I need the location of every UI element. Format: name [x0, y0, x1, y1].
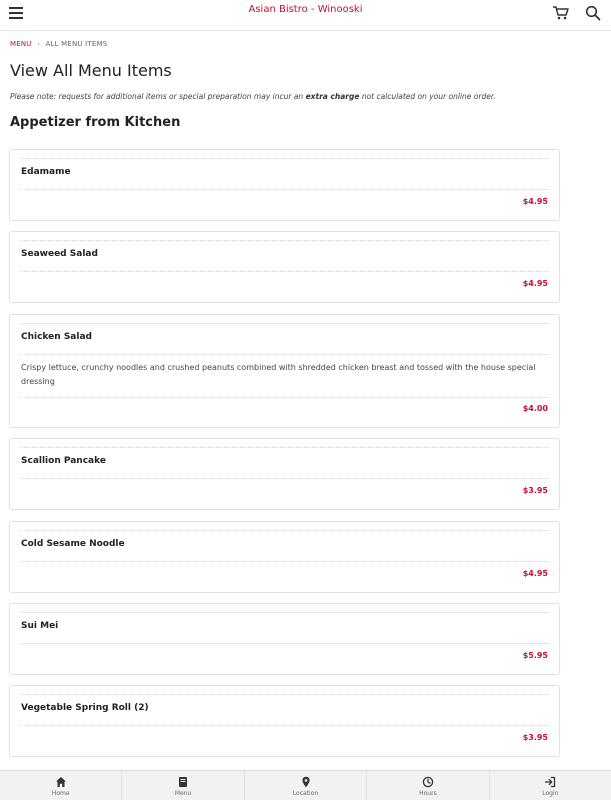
- menu-item-name: Chicken Salad: [21, 332, 92, 342]
- breadcrumb-current: ALL MENU ITEMS: [45, 40, 108, 48]
- menu-item-price: $5.95: [522, 651, 548, 660]
- menu-item-card[interactable]: [9, 521, 560, 593]
- search-button[interactable]: [585, 5, 601, 21]
- menu-item-card[interactable]: [9, 231, 560, 303]
- nav-home-label: Home: [51, 790, 70, 797]
- menu-item-price: $4.95: [522, 197, 548, 206]
- menu-item-name: Seaweed Salad: [21, 249, 98, 259]
- menu-item-name: Vegetable Spring Roll (2): [21, 703, 149, 713]
- menu-item-price: $3.95: [522, 733, 548, 742]
- location-pin-icon: [300, 776, 312, 788]
- page-title: View All Menu Items: [10, 61, 172, 80]
- section-title: Appetizer from Kitchen: [10, 115, 181, 130]
- breadcrumb-menu-link[interactable]: MENU: [10, 40, 32, 48]
- menu-item-name: Edamame: [21, 167, 71, 177]
- menu-item-price: $4.95: [522, 279, 548, 288]
- menu-item-card[interactable]: [9, 685, 560, 757]
- menu-book-icon: [177, 776, 189, 788]
- nav-login[interactable]: [490, 771, 611, 800]
- menu-item-price: $4.95: [522, 569, 548, 578]
- menu-item-name: Scallion Pancake: [21, 456, 106, 466]
- nav-menu[interactable]: [122, 771, 244, 800]
- search-icon: [585, 5, 601, 21]
- bottom-navigation: [0, 770, 611, 800]
- nav-login-label: Login: [542, 790, 559, 797]
- nav-hours-label: Hours: [419, 790, 437, 797]
- cart-icon: [552, 5, 570, 21]
- menu-item-card[interactable]: [9, 314, 560, 428]
- menu-item-name: Sui Mei: [21, 621, 59, 631]
- nav-home[interactable]: [0, 771, 122, 800]
- top-bar: [0, 0, 611, 31]
- nav-location[interactable]: [245, 771, 367, 800]
- menu-item-card[interactable]: [9, 438, 560, 510]
- cart-button[interactable]: [552, 5, 570, 21]
- menu-item-card[interactable]: [9, 603, 560, 675]
- login-icon: [544, 776, 556, 788]
- nav-hours[interactable]: [367, 771, 489, 800]
- note-prefix: Please note: requests for additional items or special preparation may incur an: [10, 92, 304, 101]
- menu-item-card[interactable]: [9, 149, 560, 221]
- home-icon: [55, 776, 67, 788]
- clock-icon: [422, 776, 434, 788]
- pricing-note: [10, 92, 496, 101]
- menu-item-price: $4.00: [522, 404, 548, 413]
- note-emphasis: extra charge: [305, 92, 360, 101]
- breadcrumb: [10, 40, 107, 48]
- breadcrumb-separator: ›: [37, 40, 41, 48]
- menu-item-description: Crispy lettuce, crunchy noodles and crushed peanuts combined with shredded chicken breast and tossed with the house special dressing: [21, 363, 536, 386]
- menu-item-name: Cold Sesame Noodle: [21, 539, 125, 549]
- menu-item-price: $3.95: [522, 486, 548, 495]
- nav-menu-label: Menu: [174, 790, 192, 797]
- restaurant-title[interactable]: Asian Bistro - Winooski: [248, 4, 363, 15]
- nav-location-label: Location: [292, 790, 319, 797]
- note-suffix: not calculated on your online order.: [361, 92, 496, 101]
